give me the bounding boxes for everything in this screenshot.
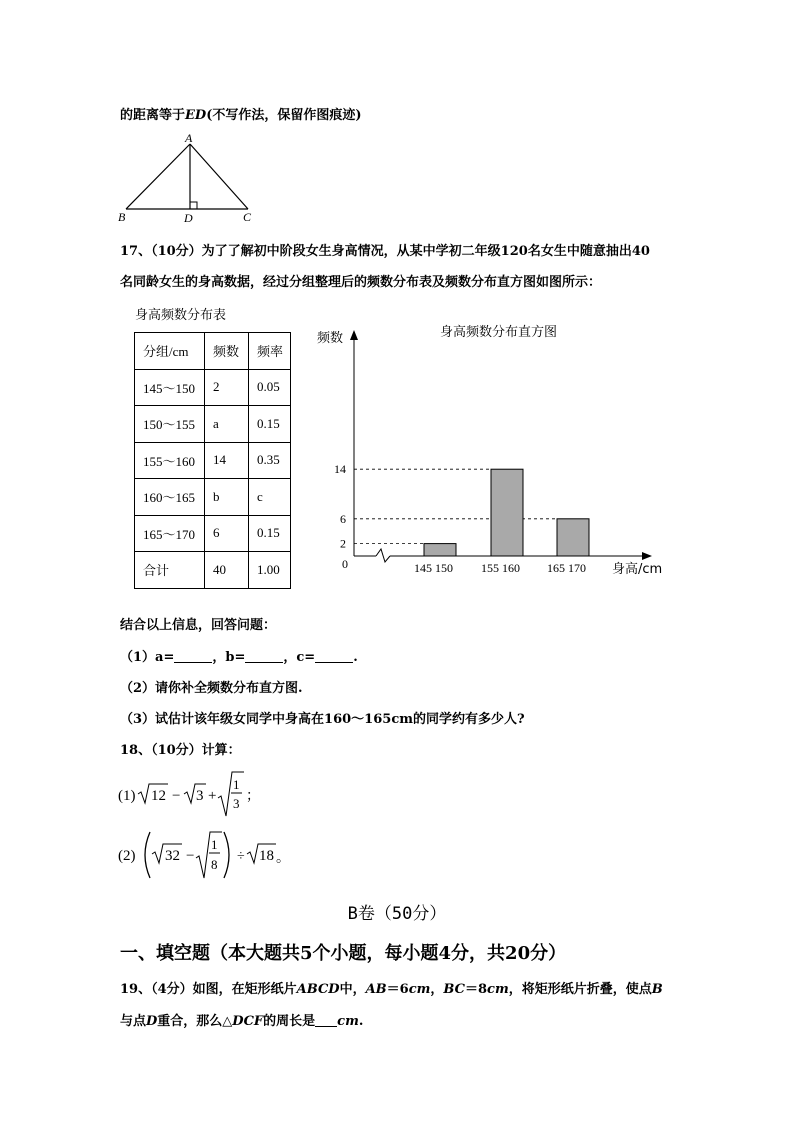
e2-radicand-2: 18 xyxy=(259,848,274,864)
table-cell: 14 xyxy=(205,442,249,479)
q19-line2-a: 与点 xyxy=(120,1014,147,1029)
table-row xyxy=(135,369,291,406)
sep: ， xyxy=(212,650,226,665)
q17-sub3: （3）试估计该年级女同学中身高在160～165cm的同学约有多少人? xyxy=(120,712,525,727)
e1-denominator: 3 xyxy=(233,796,240,811)
q19-rect: ABCD xyxy=(296,982,340,997)
histogram-bar xyxy=(424,544,456,556)
table-cell: 160～165 xyxy=(135,479,205,516)
blank-a[interactable] xyxy=(174,650,212,663)
q19-eq2: ＝8 xyxy=(464,982,488,997)
sub1-num: （1） xyxy=(120,650,156,665)
table-cell: 150～155 xyxy=(135,406,205,443)
q19-bc: BC xyxy=(443,982,465,997)
q19-line1 xyxy=(120,978,663,997)
frequency-table xyxy=(134,332,291,589)
e2-denominator: 8 xyxy=(211,857,218,872)
table-cell: 合计 xyxy=(135,552,205,589)
table-cell: 155～160 xyxy=(135,442,205,479)
header-rate: 频率 xyxy=(249,333,291,370)
e2-op-1: − xyxy=(186,848,195,864)
e1-op-1: − xyxy=(172,788,181,804)
e2-op-2: ÷ xyxy=(237,849,245,864)
q19-prefix: 19、（4分）如图，在矩形纸片 xyxy=(120,982,297,997)
table-cell: c xyxy=(249,479,291,516)
y-tick-label: 14 xyxy=(334,462,346,477)
y-axis-arrow xyxy=(350,330,358,340)
sub1-end: . xyxy=(353,650,358,665)
table-row xyxy=(135,552,291,589)
sub1-a: a= xyxy=(155,650,175,665)
q19-cm: cm xyxy=(487,982,509,997)
section-heading: 一、填空题（本大题共5个小题，每小题4分，共20分） xyxy=(120,943,567,964)
chart-title: 身高频数分布直方图 xyxy=(440,325,558,340)
q17-sub2: （2）请你补全频数分布直方图. xyxy=(120,681,303,696)
table-cell: 1.00 xyxy=(249,552,291,589)
q18-line: 18、（10分）计算： xyxy=(120,743,241,758)
table-cell: 0.05 xyxy=(249,369,291,406)
e2-label: (2) xyxy=(118,848,136,864)
paren-right xyxy=(224,832,229,878)
table-header-row xyxy=(135,333,291,370)
q19-cm: cm xyxy=(408,982,431,997)
x-axis-label: 身高/cm xyxy=(612,562,663,577)
x-axis-arrow xyxy=(642,552,652,560)
table-cell: a xyxy=(205,406,249,443)
triangle-figure xyxy=(110,130,270,230)
q19-line2-c: 的周长是 xyxy=(263,1014,316,1029)
paren-left xyxy=(145,832,150,878)
sub1-c: c= xyxy=(296,650,316,665)
blank-b[interactable] xyxy=(245,650,283,663)
e1-numerator: 1 xyxy=(233,777,240,792)
table-cell: 145～150 xyxy=(135,369,205,406)
y-tick-label: 2 xyxy=(340,536,346,551)
q17-intro: 结合以上信息，回答问题： xyxy=(120,618,277,633)
x-tick-label: 155 160 xyxy=(481,561,520,575)
q19-b: B xyxy=(651,982,663,997)
q17-line2: 名同龄女生的身高数据，经过分组整理后的频数分布表及频数分布直方图如图所示： xyxy=(120,275,602,290)
q19-d: D xyxy=(146,1014,158,1029)
table-cell: 0.15 xyxy=(249,406,291,443)
q19-dcf: DCF xyxy=(232,1014,264,1029)
label-b: B xyxy=(118,210,126,224)
header-group: 分组/cm xyxy=(135,333,205,370)
e2-numerator: 1 xyxy=(211,837,218,852)
table-cell: 0.35 xyxy=(249,442,291,479)
x-tick-label: 165 170 xyxy=(547,561,586,575)
e1-radicand-2: 3 xyxy=(196,788,204,804)
label-a: A xyxy=(185,131,193,145)
q19-cm: cm xyxy=(337,1014,359,1029)
x-tick-label: 145 150 xyxy=(414,561,453,575)
q17-sub1 xyxy=(120,646,358,665)
e2-radicand-1: 32 xyxy=(165,848,180,864)
e1-radicand-1: 12 xyxy=(151,788,166,804)
side-ab xyxy=(126,144,190,209)
q19-ab: AB xyxy=(365,982,387,997)
q19-end: . xyxy=(358,1014,364,1029)
blank-c[interactable] xyxy=(315,650,353,663)
label-d: D xyxy=(184,211,193,225)
q18-expression-2 xyxy=(116,828,290,882)
origin-label: 0 xyxy=(342,557,348,571)
q19-eq1: ＝6 xyxy=(386,982,409,997)
e1-label: (1) xyxy=(118,788,136,804)
table-row xyxy=(135,479,291,516)
side-ac xyxy=(190,144,248,209)
q16-prefix: 的距离等于 xyxy=(120,108,186,123)
q19-mid2: ，将矩形纸片折叠，使点 xyxy=(508,982,652,997)
table-cell: 40 xyxy=(205,552,249,589)
table-cell: b xyxy=(205,479,249,516)
table-cell: 2 xyxy=(205,369,249,406)
sep: ， xyxy=(283,650,297,665)
y-tick-label: 6 xyxy=(340,511,346,526)
q16-var: ED xyxy=(185,108,207,123)
sqrt-sign-large xyxy=(196,832,222,878)
table-row xyxy=(135,442,291,479)
table-row xyxy=(135,406,291,443)
header-count: 频数 xyxy=(205,333,249,370)
e2-end: 。 xyxy=(276,851,290,866)
sub1-b: b= xyxy=(225,650,246,665)
q16-suffix: (不写作法，保留作图痕迹) xyxy=(206,108,362,123)
q19-line2-b: 重合，那么△ xyxy=(157,1014,233,1029)
answer-blank[interactable] xyxy=(315,1014,337,1027)
label-c: C xyxy=(243,210,252,224)
table-cell: 0.15 xyxy=(249,515,291,552)
sqrt-sign-large xyxy=(218,772,244,816)
table-cell: 165～170 xyxy=(135,515,205,552)
table-title: 身高频数分布表 xyxy=(135,308,227,323)
part-b-title: B卷（50分） xyxy=(347,904,447,924)
q17-line1: 17、（10分）为了了解初中阶段女生身高情况，从某中学初二年级120名女生中随意抽出40 xyxy=(120,244,650,259)
table-cell: 6 xyxy=(205,515,249,552)
histogram-chart xyxy=(310,318,670,583)
q19-mid1: 中， xyxy=(339,982,366,997)
q19-line2 xyxy=(120,1010,363,1029)
y-axis-label: 频数 xyxy=(317,331,344,346)
q18-expression-1 xyxy=(116,770,286,820)
right-angle-mark xyxy=(190,202,197,209)
q19-comma: ， xyxy=(430,982,444,997)
axis-break xyxy=(376,549,390,562)
e1-op-2: + xyxy=(208,788,217,804)
e1-end: ； xyxy=(246,789,260,804)
histogram-bar xyxy=(557,519,589,556)
table-row xyxy=(135,515,291,552)
q16-tail-line xyxy=(120,104,362,123)
histogram-bar xyxy=(491,469,523,556)
